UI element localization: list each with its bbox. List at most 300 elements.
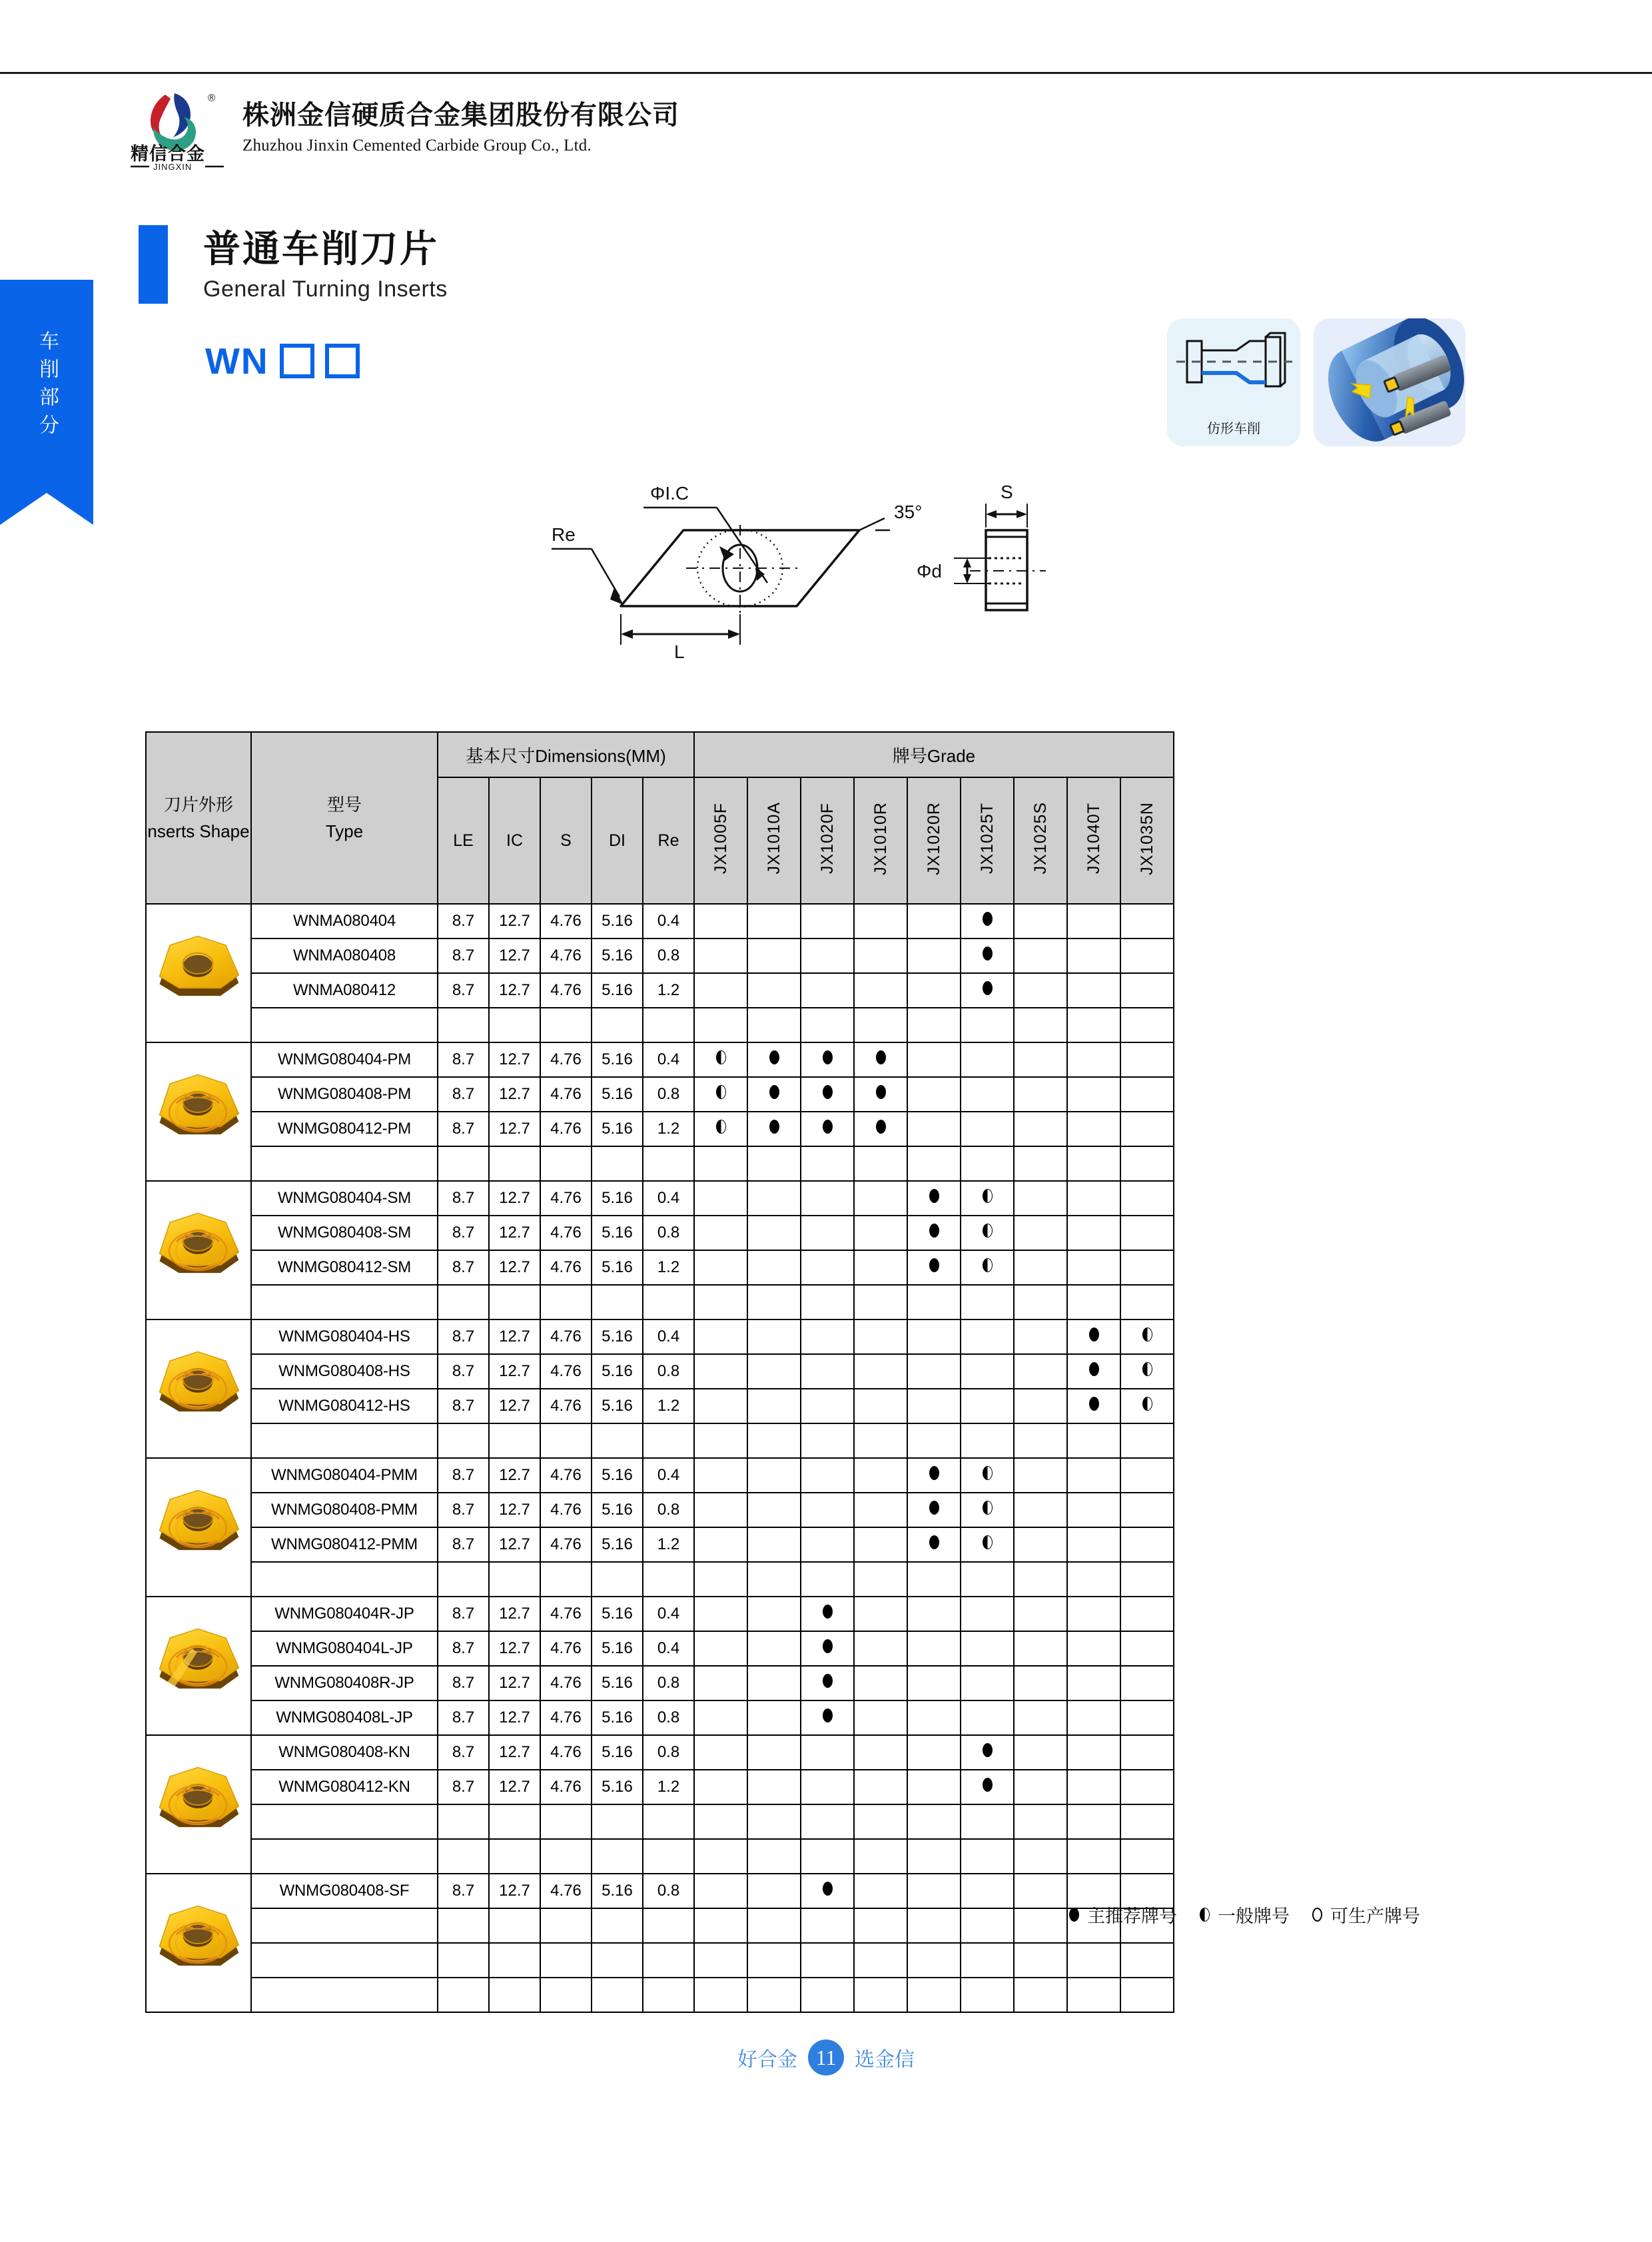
cell-s: [540, 1804, 592, 1839]
model-code: [205, 340, 360, 382]
cell-grade-jx1005f: [694, 938, 747, 973]
diagram-label-d: Φd: [917, 561, 942, 581]
grade-marker-primary: [983, 912, 993, 926]
svg-text:精信合金: 精信合金: [131, 144, 205, 165]
cell-grade-jx1005f: [694, 1562, 747, 1597]
cell-le: 8.7: [438, 1354, 489, 1389]
grade-marker-primary: [1089, 1327, 1099, 1341]
diagram-label-l: L: [674, 641, 685, 659]
cell-grade-jx1040t: [1067, 1735, 1120, 1770]
cell-grade-jx1025s: [1014, 1181, 1067, 1216]
cell-le: 8.7: [438, 1319, 489, 1354]
cell-type: WNMA080412: [251, 973, 438, 1008]
grade-marker-primary: [1069, 1908, 1079, 1922]
grade-marker-available: [1312, 1908, 1322, 1922]
insert-thumbnail: [147, 1043, 249, 1180]
cell-grade-jx1020r: [907, 1216, 961, 1250]
cell-type: WNMG080408-PMM: [251, 1493, 438, 1527]
cell-grade-jx1020r: [907, 973, 961, 1008]
col-header-dim-re: Re: [643, 777, 694, 904]
cell-grade-jx1020f: [801, 1146, 854, 1181]
cell-grade-jx1040t: [1067, 904, 1120, 938]
grade-marker-general: [983, 1466, 993, 1480]
cell-s: [540, 1423, 592, 1458]
cell-grade-jx1010r: [854, 1700, 907, 1735]
table-row: [146, 1908, 1174, 1943]
col-header-grade-jx1005f: [694, 777, 747, 904]
card-profiling-turning-label: 仿形车削: [1207, 420, 1260, 436]
cell-grade-jx1020f: [801, 1008, 854, 1042]
cell-grade-jx1025t: [961, 1597, 1014, 1631]
grade-marker-general: [1200, 1908, 1210, 1922]
cell-grade-jx1035n: [1120, 1562, 1174, 1597]
cell-grade-jx1025s: [1014, 1631, 1067, 1666]
col-header-grade-jx1025s: [1014, 777, 1067, 904]
cell-ic: 12.7: [489, 1493, 540, 1527]
cell-di: 5.16: [592, 1216, 643, 1250]
table-row: [146, 1735, 1174, 1770]
insert-shape-wnmg-pm-insert: [146, 1042, 251, 1181]
diagram-label-ic: ΦI.C: [650, 483, 689, 504]
cell-grade-jx1010a: [747, 1978, 801, 2012]
model-code-placeholder-box-1: [280, 344, 314, 378]
cell-type: WNMG080404-PMM: [251, 1458, 438, 1493]
cell-type: [251, 1804, 438, 1839]
table-row: [146, 904, 1174, 938]
cell-re: 1.2: [643, 1770, 694, 1804]
cell-type: [251, 1978, 438, 2012]
cell-grade-jx1020f: [801, 1077, 854, 1112]
cell-grade-jx1005f: [694, 1943, 747, 1978]
cell-grade-jx1020r: [907, 1839, 961, 1874]
cell-di: 5.16: [592, 1458, 643, 1493]
table-row: [146, 1562, 1174, 1597]
cell-grade-jx1020f: [801, 1354, 854, 1389]
company-name-cn: 株洲金信硬质合金集团股份有限公司: [242, 100, 679, 131]
cell-grade-jx1005f: [694, 1389, 747, 1423]
profiling-turning-icon: [1167, 318, 1300, 418]
insert-shape-wnmg-sm-insert: [146, 1181, 251, 1319]
insert-shape-wnmg-kn-insert: [146, 1735, 251, 1874]
cell-grade-jx1010r: [854, 1181, 907, 1216]
cell-ic: [489, 1943, 540, 1978]
insert-shape-wnmg-pmm-insert: [146, 1458, 251, 1597]
cell-grade-jx1020f: [801, 1666, 854, 1700]
table-row: [146, 1493, 1174, 1527]
cell-grade-jx1035n: [1120, 1839, 1174, 1874]
cell-grade-jx1010a: [747, 1562, 801, 1597]
cell-grade-jx1025t: [961, 1527, 1014, 1562]
cell-type: WNMG080412-SM: [251, 1250, 438, 1285]
cell-di: [592, 1285, 643, 1319]
cell-grade-jx1010r: [854, 973, 907, 1008]
cell-s: 4.76: [540, 1042, 592, 1077]
cell-grade-jx1025t: [961, 1146, 1014, 1181]
col-header-grade-jx1010a: [747, 777, 801, 904]
cell-grade-jx1020f: [801, 1978, 854, 2012]
cell-re: 0.4: [643, 1458, 694, 1493]
grade-marker-primary: [876, 1120, 886, 1134]
grade-marker-general: [1142, 1327, 1152, 1341]
cell-grade-jx1035n: [1120, 1631, 1174, 1666]
cell-grade-jx1040t: [1067, 1042, 1120, 1077]
cell-grade-jx1010r: [854, 1077, 907, 1112]
cell-re: [643, 1285, 694, 1319]
grade-marker-primary: [823, 1639, 833, 1653]
cell-grade-jx1020r: [907, 1597, 961, 1631]
cell-grade-jx1025t: [961, 1042, 1014, 1077]
cell-le: 8.7: [438, 1042, 489, 1077]
cell-grade-jx1025s: [1014, 1285, 1067, 1319]
cell-type: WNMG080408-PM: [251, 1077, 438, 1112]
cell-type: [251, 1839, 438, 1874]
cell-grade-jx1020f: [801, 1042, 854, 1077]
cell-ic: [489, 1562, 540, 1597]
cell-le: [438, 1285, 489, 1319]
table-row: [146, 938, 1174, 973]
cell-s: 4.76: [540, 1770, 592, 1804]
cell-grade-jx1020r: [907, 1770, 961, 1804]
cell-grade-jx1005f: [694, 1216, 747, 1250]
cell-le: 8.7: [438, 1770, 489, 1804]
cell-grade-jx1005f: [694, 1666, 747, 1700]
cell-grade-jx1010r: [854, 1423, 907, 1458]
cell-grade-jx1020f: [801, 1562, 854, 1597]
col-header-dim-le: LE: [438, 777, 489, 904]
cell-grade-jx1020r: [907, 1319, 961, 1354]
table-body: [146, 904, 1174, 2012]
table-row: [146, 1527, 1174, 1562]
cell-grade-jx1025t: [961, 1458, 1014, 1493]
col-header-shape: [146, 732, 251, 904]
table-row: [146, 1597, 1174, 1631]
cell-re: 0.8: [643, 1216, 694, 1250]
cell-grade-jx1025t: [961, 1389, 1014, 1423]
cell-di: [592, 1008, 643, 1042]
cell-grade-jx1025s: [1014, 1839, 1067, 1874]
cell-grade-jx1010a: [747, 1770, 801, 1804]
cell-re: [643, 1146, 694, 1181]
cell-grade-jx1010a: [747, 1112, 801, 1146]
grade-marker-primary: [929, 1501, 939, 1515]
cell-le: 8.7: [438, 1458, 489, 1493]
legend-label: 一般牌号: [1218, 1906, 1290, 1927]
cell-grade-jx1010r: [854, 1389, 907, 1423]
table-row: [146, 1181, 1174, 1216]
model-code-placeholder-box-2: [325, 344, 360, 378]
cell-grade-jx1025s: [1014, 1804, 1067, 1839]
cell-grade-jx1020f: [801, 904, 854, 938]
cell-re: 0.8: [643, 1666, 694, 1700]
cell-re: 0.4: [643, 1042, 694, 1077]
cell-grade-jx1020r: [907, 1700, 961, 1735]
cell-ic: 12.7: [489, 1631, 540, 1666]
cell-re: 0.8: [643, 1874, 694, 1908]
cell-grade-jx1040t: [1067, 1216, 1120, 1250]
col-header-grade-jx1020f: [801, 777, 854, 904]
cell-grade-jx1025s: [1014, 1735, 1067, 1770]
cell-grade-jx1010r: [854, 1631, 907, 1666]
grade-marker-primary: [929, 1258, 939, 1272]
cell-grade-jx1020r: [907, 1978, 961, 2012]
cell-grade-jx1005f: [694, 1250, 747, 1285]
cell-type: [251, 1943, 438, 1978]
cell-type: WNMG080412-KN: [251, 1770, 438, 1804]
cell-grade-jx1040t: [1067, 1839, 1120, 1874]
insert-thumbnail: [147, 1597, 249, 1734]
cell-di: 5.16: [592, 1527, 643, 1562]
cell-le: 8.7: [438, 973, 489, 1008]
cell-grade-jx1020f: [801, 1285, 854, 1319]
cell-grade-jx1010r: [854, 1943, 907, 1978]
cell-grade-jx1020r: [907, 938, 961, 973]
cell-grade-jx1010a: [747, 1874, 801, 1908]
cell-grade-jx1025t: [961, 1423, 1014, 1458]
cell-grade-jx1020f: [801, 1423, 854, 1458]
cell-grade-jx1025t: [961, 1285, 1014, 1319]
cell-type: WNMG080408-HS: [251, 1354, 438, 1389]
grade-marker-primary: [823, 1708, 833, 1722]
cell-grade-jx1020r: [907, 1354, 961, 1389]
table-head: [146, 732, 1174, 904]
cell-grade-jx1010r: [854, 1735, 907, 1770]
cell-re: [643, 1908, 694, 1943]
cell-ic: [489, 1804, 540, 1839]
cell-grade-jx1020f: [801, 1319, 854, 1354]
cell-di: [592, 1423, 643, 1458]
table-row: [146, 1631, 1174, 1666]
insert-shape-wnmg-sf-insert: [146, 1874, 251, 2012]
cell-ic: 12.7: [489, 1042, 540, 1077]
table-row: [146, 1146, 1174, 1181]
col-header-grade: 牌号Grade: [694, 732, 1174, 777]
table-row: [146, 973, 1174, 1008]
table-row: [146, 1008, 1174, 1042]
cell-grade-jx1035n: [1120, 1319, 1174, 1354]
cell-di: 5.16: [592, 1666, 643, 1700]
table-row: [146, 1943, 1174, 1978]
cell-grade-jx1005f: [694, 973, 747, 1008]
cell-grade-jx1005f: [694, 1042, 747, 1077]
col-header-type: [251, 732, 438, 904]
cell-grade-jx1010a: [747, 1458, 801, 1493]
cell-re: 0.4: [643, 1597, 694, 1631]
cell-grade-jx1035n: [1120, 904, 1174, 938]
cell-di: [592, 1978, 643, 2012]
cell-grade-jx1005f: [694, 1908, 747, 1943]
cell-re: 1.2: [643, 1389, 694, 1423]
cell-le: 8.7: [438, 1631, 489, 1666]
cell-grade-jx1040t: [1067, 1493, 1120, 1527]
cell-ic: 12.7: [489, 1077, 540, 1112]
cell-grade-jx1025s: [1014, 1423, 1067, 1458]
cell-re: 0.8: [643, 938, 694, 973]
diagram-label-re: Re: [552, 524, 576, 545]
grade-marker-primary: [769, 1085, 779, 1099]
cell-grade-jx1025s: [1014, 1700, 1067, 1735]
cell-grade-jx1035n: [1120, 1493, 1174, 1527]
cell-grade-jx1005f: [694, 1493, 747, 1527]
legend-item-half: [1200, 1902, 1290, 1928]
col-header-grade-jx1035n: [1120, 777, 1174, 904]
cell-grade-jx1025t: [961, 1666, 1014, 1700]
cell-grade-jx1010r: [854, 1804, 907, 1839]
grade-label: JX1020F: [817, 802, 837, 875]
cell-grade-jx1025t: [961, 1112, 1014, 1146]
cell-re: 1.2: [643, 973, 694, 1008]
cell-grade-jx1025s: [1014, 1597, 1067, 1631]
cell-grade-jx1005f: [694, 1735, 747, 1770]
cell-grade-jx1005f: [694, 1112, 747, 1146]
cell-grade-jx1040t: [1067, 973, 1120, 1008]
grade-marker-primary: [929, 1224, 939, 1238]
cell-grade-jx1010r: [854, 1458, 907, 1493]
cell-grade-jx1020r: [907, 1112, 961, 1146]
grade-marker-primary: [1089, 1362, 1099, 1376]
cell-grade-jx1040t: [1067, 1181, 1120, 1216]
cell-s: 4.76: [540, 1250, 592, 1285]
cell-grade-jx1010r: [854, 1112, 907, 1146]
cell-grade-jx1010r: [854, 938, 907, 973]
cell-grade-jx1035n: [1120, 1181, 1174, 1216]
cell-grade-jx1035n: [1120, 1700, 1174, 1735]
cell-re: 0.8: [643, 1493, 694, 1527]
cell-grade-jx1040t: [1067, 1700, 1120, 1735]
cell-ic: 12.7: [489, 1354, 540, 1389]
insert-thumbnail: [147, 1320, 249, 1457]
cell-type: [251, 1562, 438, 1597]
cell-grade-jx1010a: [747, 1493, 801, 1527]
cell-s: 4.76: [540, 1666, 592, 1700]
grade-marker-primary: [983, 981, 993, 995]
cell-di: [592, 1943, 643, 1978]
cell-grade-jx1010r: [854, 904, 907, 938]
cell-grade-jx1035n: [1120, 938, 1174, 973]
cell-grade-jx1025s: [1014, 973, 1067, 1008]
cell-grade-jx1020r: [907, 1389, 961, 1423]
cell-grade-jx1010a: [747, 1423, 801, 1458]
grade-marker-general: [1142, 1397, 1152, 1411]
cell-grade-jx1010r: [854, 1285, 907, 1319]
cell-le: [438, 1839, 489, 1874]
cell-ic: 12.7: [489, 1112, 540, 1146]
cell-grade-jx1005f: [694, 1146, 747, 1181]
cell-grade-jx1010r: [854, 1562, 907, 1597]
cell-grade-jx1020f: [801, 1700, 854, 1735]
cell-grade-jx1025s: [1014, 1666, 1067, 1700]
cell-grade-jx1010r: [854, 1770, 907, 1804]
cell-s: 4.76: [540, 1077, 592, 1112]
cell-grade-jx1020f: [801, 1597, 854, 1631]
cell-grade-jx1025t: [961, 904, 1014, 938]
cell-s: 4.76: [540, 1597, 592, 1631]
cell-ic: 12.7: [489, 1527, 540, 1562]
cell-le: [438, 1423, 489, 1458]
col-header-grade-jx1010r: [854, 777, 907, 904]
cell-grade-jx1010a: [747, 1839, 801, 1874]
grade-marker-primary: [823, 1882, 833, 1896]
grade-marker-primary: [876, 1050, 886, 1064]
cell-grade-jx1025t: [961, 1319, 1014, 1354]
cell-grade-jx1020r: [907, 1631, 961, 1666]
table-row: [146, 1874, 1174, 1908]
cell-grade-jx1010a: [747, 1181, 801, 1216]
cell-grade-jx1010a: [747, 1285, 801, 1319]
cell-s: 4.76: [540, 1527, 592, 1562]
cell-s: 4.76: [540, 938, 592, 973]
cell-ic: 12.7: [489, 1458, 540, 1493]
cell-grade-jx1010a: [747, 1527, 801, 1562]
cell-grade-jx1035n: [1120, 1943, 1174, 1978]
insert-shape-wnma-plain-insert: [146, 904, 251, 1042]
cell-grade-jx1020f: [801, 1770, 854, 1804]
cell-grade-jx1010a: [747, 1319, 801, 1354]
cell-re: 0.8: [643, 1735, 694, 1770]
cell-grade-jx1040t: [1067, 1319, 1120, 1354]
cell-s: 4.76: [540, 1319, 592, 1354]
cell-grade-jx1025t: [961, 1700, 1014, 1735]
cell-grade-jx1020r: [907, 1285, 961, 1319]
cell-ic: 12.7: [489, 938, 540, 973]
table-row: [146, 1389, 1174, 1423]
cell-grade-jx1025s: [1014, 1770, 1067, 1804]
cell-ic: 12.7: [489, 1735, 540, 1770]
cell-ic: 12.7: [489, 1700, 540, 1735]
cell-grade-jx1025s: [1014, 1042, 1067, 1077]
cell-type: [251, 1285, 438, 1319]
table-row: [146, 1700, 1174, 1735]
cell-le: 8.7: [438, 1527, 489, 1562]
grade-marker-primary: [929, 1189, 939, 1203]
page-number-badge: 11: [808, 2040, 844, 2075]
cell-grade-jx1020r: [907, 1908, 961, 1943]
jinxin-logo-icon: [127, 87, 228, 171]
cell-grade-jx1025t: [961, 938, 1014, 973]
cell-grade-jx1025s: [1014, 1319, 1067, 1354]
insert-thumbnail: [147, 1736, 249, 1873]
cell-grade-jx1025s: [1014, 1146, 1067, 1181]
cell-grade-jx1010a: [747, 1943, 801, 1978]
insert-thumbnail: [147, 1874, 249, 2012]
cell-grade-jx1025t: [961, 1804, 1014, 1839]
cell-type: WNMG080404-PM: [251, 1042, 438, 1077]
cell-type: [251, 1908, 438, 1943]
grade-legend: [1069, 1902, 1420, 1928]
cell-s: [540, 1146, 592, 1181]
grade-label: JX1025S: [1031, 802, 1050, 875]
cell-grade-jx1040t: [1067, 1631, 1120, 1666]
cell-s: 4.76: [540, 904, 592, 938]
cell-grade-jx1010a: [747, 1389, 801, 1423]
diagram-label-s: S: [1001, 482, 1013, 502]
cell-re: [643, 1423, 694, 1458]
cell-grade-jx1025t: [961, 1181, 1014, 1216]
legend-label: 可生产牌号: [1330, 1906, 1420, 1927]
cell-grade-jx1040t: [1067, 1008, 1120, 1042]
cell-ic: 12.7: [489, 1770, 540, 1804]
cell-type: WNMA080404: [251, 904, 438, 938]
cell-grade-jx1005f: [694, 1597, 747, 1631]
cell-type: WNMG080412-PM: [251, 1112, 438, 1146]
table-row: [146, 1978, 1174, 2012]
cell-s: [540, 1908, 592, 1943]
cell-s: 4.76: [540, 973, 592, 1008]
cell-ic: 12.7: [489, 1597, 540, 1631]
card-profiling-turning: [1167, 318, 1300, 446]
cell-grade-jx1020f: [801, 1527, 854, 1562]
cell-s: 4.76: [540, 1112, 592, 1146]
grade-label: JX1010R: [871, 801, 890, 875]
